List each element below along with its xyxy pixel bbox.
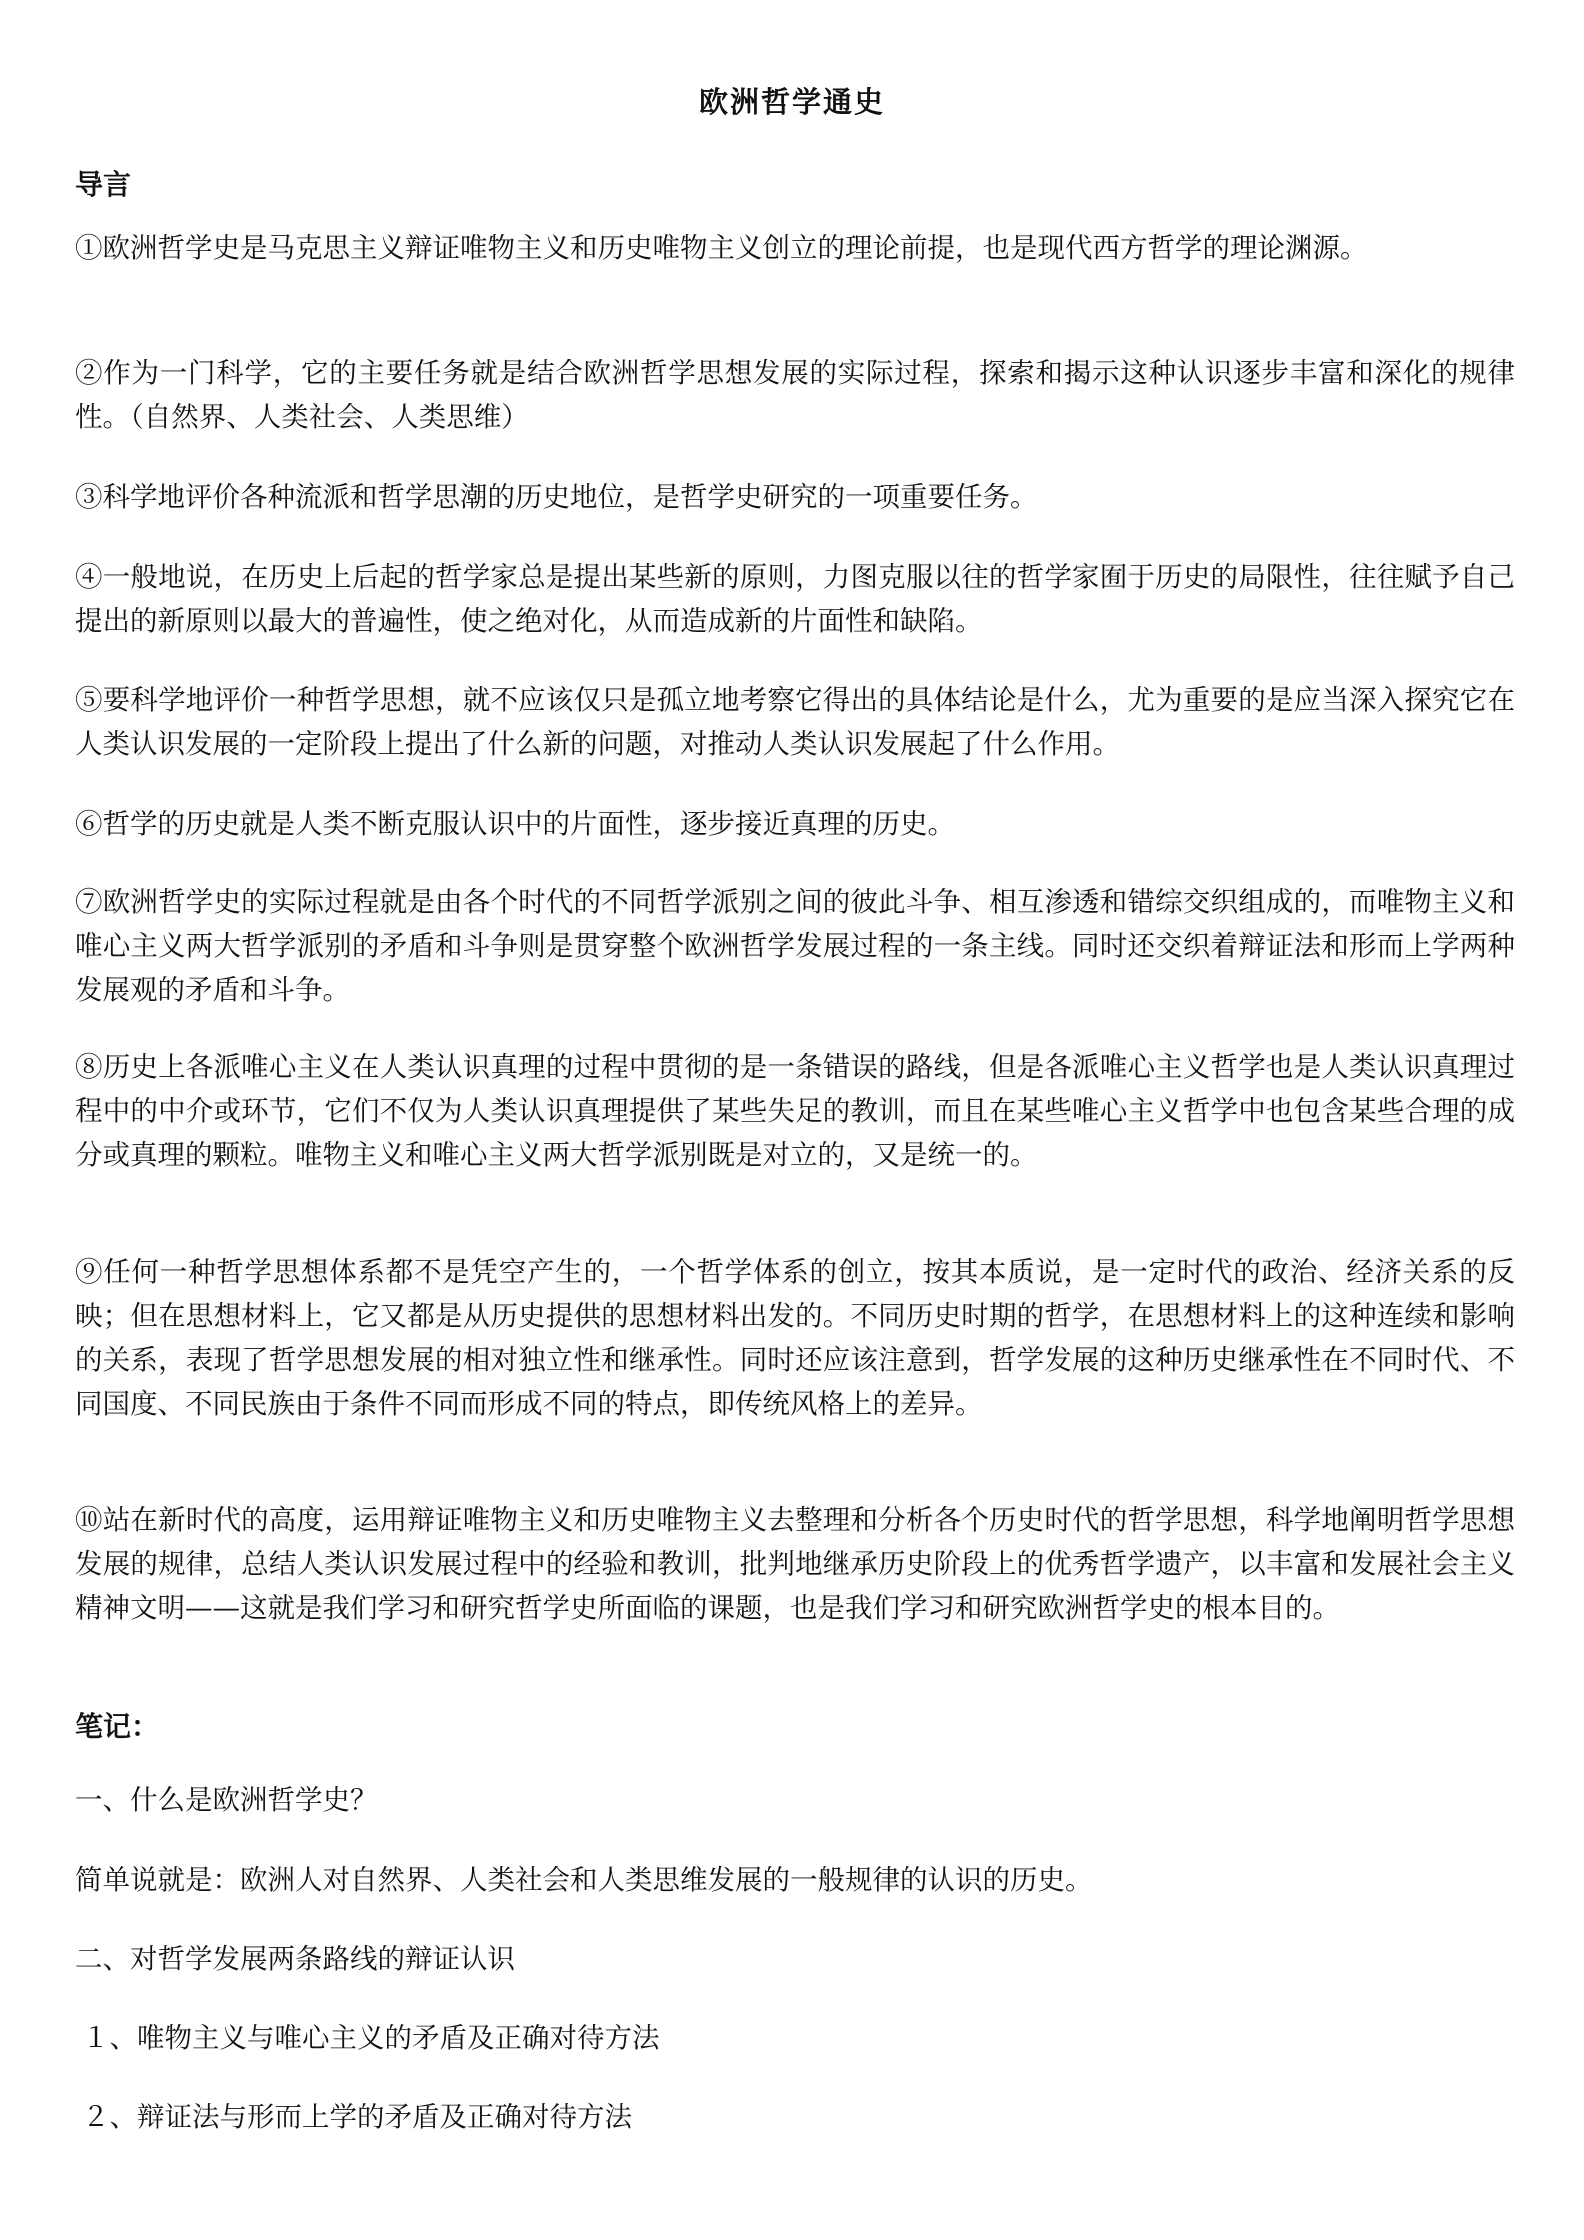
document-title: 欧洲哲学通史: [698, 85, 885, 119]
paragraph-6: ⑥哲学的历史就是人类不断克服认识中的片面性，逐步接近真理的历史。: [75, 808, 955, 840]
paragraph-10: ⑩站在新时代的高度，运用辩证唯物主义和历史唯物主义去整理和分析各个历史时代的哲学思想，科学地阐明哲学思想发展的规律，总结人类认识发展过程中的经验和教训，批判地继承历史阶段上的优秀哲学遗产，以丰富和发展社会主义精神文明——这就是我们学习和研究哲学史所面临的课题，也是我们学习和研究欧洲哲学史的根本目的。: [75, 1504, 1515, 1624]
note-item-4: １、唯物主义与唯心主义的矛盾及正确对待方法: [82, 2022, 660, 2054]
paragraph-2: ②作为一门科学，它的主要任务就是结合欧洲哲学思想发展的实际过程，探索和揭示这种认识逐步丰富和深化的规律性。（自然界、人类社会、人类思维）: [75, 357, 1515, 433]
notes-heading: 笔记：: [75, 1710, 160, 1743]
paragraph-3: ③科学地评价各种流派和哲学思潮的历史地位，是哲学史研究的一项重要任务。: [75, 481, 1038, 513]
paragraph-9: ⑨任何一种哲学思想体系都不是凭空产生的，一个哲学体系的创立，按其本质说，是一定时代的政治、经济关系的反映；但在思想材料上，它又都是从历史提供的思想材料出发的。不同历史时期的哲学，在思想材料上的这种连续和影响的关系，表现了哲学思想发展的相对独立性和继承性。同时还应该注意到，哲学发展的这种历史继承性在不同时代、不同国度、不同民族由于条件不同而形成不同的特点，即传统风格上的差异。: [75, 1256, 1515, 1420]
intro-heading: 导言: [75, 168, 132, 201]
note-item-3: 二、对哲学发展两条路线的辩证认识: [75, 1943, 515, 1975]
paragraph-7: ⑦欧洲哲学史的实际过程就是由各个时代的不同哲学派别之间的彼此斗争、相互渗透和错综交织组成的，而唯物主义和唯心主义两大哲学派别的矛盾和斗争则是贯穿整个欧洲哲学发展过程的一条主线。同时还交织着辩证法和形而上学两种发展观的矛盾和斗争。: [75, 886, 1515, 1006]
note-item-2: 简单说就是：欧洲人对自然界、人类社会和人类思维发展的一般规律的认识的历史。: [75, 1864, 1093, 1896]
paragraph-5: ⑤要科学地评价一种哲学思想，就不应该仅只是孤立地考察它得出的具体结论是什么，尤为重要的是应当深入探究它在人类认识发展的一定阶段上提出了什么新的问题，对推动人类认识发展起了什么作用。: [75, 684, 1515, 760]
paragraph-1: ①欧洲哲学史是马克思主义辩证唯物主义和历史唯物主义创立的理论前提，也是现代西方哲学的理论渊源。: [75, 232, 1368, 264]
paragraph-8: ⑧历史上各派唯心主义在人类认识真理的过程中贯彻的是一条错误的路线，但是各派唯心主义哲学也是人类认识真理过程中的中介或环节，它们不仅为人类认识真理提供了某些失足的教训，而且在某些唯心主义哲学中也包含某些合理的成分或真理的颗粒。唯物主义和唯心主义两大哲学派别既是对立的，又是统一的。: [75, 1051, 1515, 1171]
note-item-5: ２、辩证法与形而上学的矛盾及正确对待方法: [82, 2101, 632, 2133]
note-item-1: 一、什么是欧洲哲学史？: [75, 1784, 378, 1816]
paragraph-4: ④一般地说，在历史上后起的哲学家总是提出某些新的原则，力图克服以往的哲学家囿于历史的局限性，往往赋予自己提出的新原则以最大的普遍性，使之绝对化，从而造成新的片面性和缺陷。: [75, 561, 1515, 637]
